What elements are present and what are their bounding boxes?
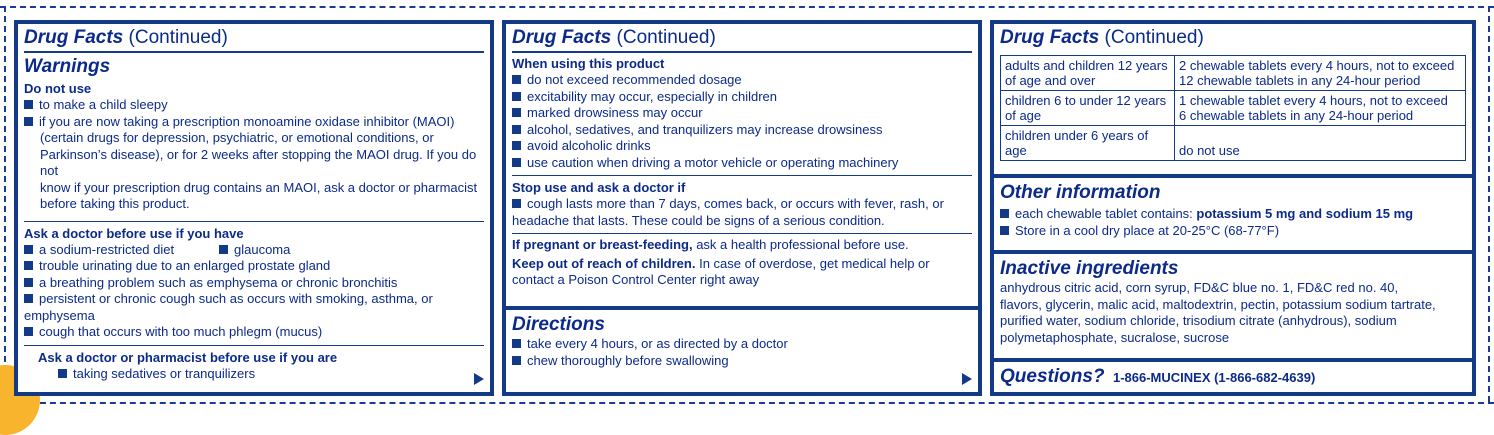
bullet-icon xyxy=(1000,226,1009,235)
list-item-continued: know if your prescription drug contains an MAOI, ask a doctor or pharmacist xyxy=(40,179,478,195)
panel-2-header xyxy=(512,27,972,53)
list-item-continued: Parkinson’s disease), or for 2 weeks after stopping the MAOI drug. If you do not xyxy=(40,146,477,178)
table-row xyxy=(1001,56,1466,91)
cut-line-bottom xyxy=(0,402,1494,404)
ask-pharmacist-heading: Ask a doctor or pharmacist before use if you are xyxy=(38,349,338,365)
continued-label: (Continued) xyxy=(128,27,228,48)
divider xyxy=(24,221,484,222)
bullet-icon xyxy=(512,339,521,348)
list-item: use caution when driving a motor vehicle or operating machinery xyxy=(512,155,972,172)
list-item: take every 4 hours, or as directed by a doctor xyxy=(512,336,972,353)
dose-cell: 1 chewable tablet every 4 hours, not to exceed 6 chewable tablets in any 24-hour period xyxy=(1175,91,1466,126)
bullet-icon xyxy=(24,245,33,254)
dosage-table xyxy=(1000,55,1466,161)
questions-heading: Questions? xyxy=(1000,366,1105,387)
list-item: a breathing problem such as emphysema or chronic bronchitis xyxy=(24,275,484,292)
bullet-icon xyxy=(24,117,33,126)
when-using-heading: When using this product xyxy=(512,56,665,71)
dose-cell: 2 chewable tablets every 4 hours, not to exceed 12 chewable tablets in any 24-hour period xyxy=(1175,56,1466,91)
bullet-icon xyxy=(219,245,228,254)
continued-label: (Continued) xyxy=(616,27,716,48)
bullet-icon xyxy=(24,327,33,336)
divider xyxy=(24,345,484,346)
drug-facts-title: Drug Facts xyxy=(1000,27,1100,48)
list-item-continued: (certain drugs for depression, psychiatric, or emotional conditions, or xyxy=(40,130,434,145)
drug-facts-title: Drug Facts xyxy=(512,27,612,48)
cut-line-right xyxy=(1488,6,1490,402)
stop-use-heading: Stop use and ask a doctor if xyxy=(512,180,686,195)
bullet-icon xyxy=(1000,209,1009,218)
panel-2-directions xyxy=(506,310,978,392)
warnings-heading: Warnings xyxy=(24,56,111,77)
panel-3-header xyxy=(1000,27,1466,51)
panel-1-header xyxy=(24,27,484,53)
bullet-icon xyxy=(24,261,33,270)
bullet-icon xyxy=(512,75,521,84)
age-cell: children under 6 years of age xyxy=(1001,126,1175,161)
list-item-continued: before taking this product. xyxy=(40,196,190,211)
list-item: persistent or chronic cough such as occurs with smoking, asthma, or emphysema xyxy=(24,291,433,323)
continued-label: (Continued) xyxy=(1104,27,1204,48)
list-item: marked drowsiness may occur xyxy=(512,105,972,122)
list-item: do not exceed recommended dosage xyxy=(512,72,972,89)
panel-3-questions xyxy=(994,362,1472,392)
ingredient-line: purified water, sodium chloride, trisodium citrate (anhydrous), sodium xyxy=(1000,313,1397,328)
age-cell: adults and children 12 years of age and over xyxy=(1001,56,1175,91)
list-item-continued: headache that lasts. These could be signs of a serious condition. xyxy=(512,212,885,228)
list-item: to make a child sleepy xyxy=(24,97,484,114)
list-item: a sodium-restricted diet glaucoma xyxy=(24,242,484,259)
inactive-heading: Inactive ingredients xyxy=(1000,258,1179,279)
bullet-icon xyxy=(512,92,521,101)
directions-heading: Directions xyxy=(512,314,605,335)
drug-facts-title: Drug Facts xyxy=(24,27,124,48)
bullet-icon xyxy=(512,158,521,167)
list-item: trouble urinating due to an enlarged prostate gland xyxy=(24,258,484,275)
do-not-use-heading: Do not use xyxy=(24,81,92,96)
list-item: if you are now taking a prescription monoamine oxidase inhibitor (MAOI) xyxy=(24,114,484,131)
bullet-icon xyxy=(512,141,521,150)
list-item: taking sedatives or tranquilizers xyxy=(24,366,484,383)
bullet-icon xyxy=(512,356,521,365)
dose-cell: do not use xyxy=(1175,126,1466,161)
list-item: alcohol, sedatives, and tranquilizers may increase drowsiness xyxy=(512,122,972,139)
bullet-icon xyxy=(58,369,67,378)
continue-arrow-icon xyxy=(962,373,972,385)
panel-3-dosage xyxy=(994,24,1472,174)
list-item: excitability may occur, especially in children xyxy=(512,89,972,106)
continue-arrow-icon xyxy=(474,373,484,385)
table-row xyxy=(1001,126,1466,161)
list-item: chew thoroughly before swallowing xyxy=(512,353,972,370)
panel-3-other-info xyxy=(994,178,1472,250)
ingredient-line: flavors, glycerin, malic acid, maltodextrin, pectin, potassium sodium tartrate, xyxy=(1000,296,1436,312)
keep-out-notice-continued: contact a Poison Control Center right away xyxy=(512,272,760,287)
ingredient-line: polymetaphosphate, sucralose, sucrose xyxy=(1000,329,1230,345)
list-item: Store in a cool dry place at 20-25°C (68-77°F) xyxy=(1000,223,1466,240)
bullet-icon xyxy=(24,278,33,287)
bullet-icon xyxy=(512,108,521,117)
cut-line-top xyxy=(0,6,1494,8)
questions-phone: 1-866-MUCINEX (1-866-682-4639) xyxy=(1112,370,1316,385)
panel-1-warnings xyxy=(18,24,490,392)
keep-out-notice: Keep out of reach of children. In case of overdose, get medical help or xyxy=(512,255,930,271)
other-info-heading: Other information xyxy=(1000,182,1161,203)
bullet-icon xyxy=(24,100,33,109)
bullet-icon xyxy=(512,125,521,134)
list-item: cough that occurs with too much phlegm (mucus) xyxy=(24,324,484,341)
ingredient-line: anhydrous citric acid, corn syrup, FD&C blue no. 1, FD&C red no. 40, xyxy=(1000,280,1399,295)
pregnant-notice: If pregnant or breast-feeding, ask a health professional before use. xyxy=(512,237,909,252)
table-row xyxy=(1001,91,1466,126)
list-item: avoid alcoholic drinks xyxy=(512,138,972,155)
bullet-icon xyxy=(24,294,33,303)
divider xyxy=(512,175,972,176)
age-cell: children 6 to under 12 years of age xyxy=(1001,91,1175,126)
list-item: cough lasts more than 7 days, comes back, or occurs with fever, rash, or xyxy=(512,196,972,213)
panel-2-usage xyxy=(506,24,978,306)
list-item: each chewable tablet contains: potassium 5 mg and sodium 15 mg xyxy=(1000,206,1466,223)
ask-doctor-heading: Ask a doctor before use if you have xyxy=(24,225,244,241)
divider xyxy=(512,233,972,234)
cut-line-left xyxy=(4,6,6,402)
bullet-icon xyxy=(512,199,521,208)
panel-3-inactive xyxy=(994,254,1472,358)
